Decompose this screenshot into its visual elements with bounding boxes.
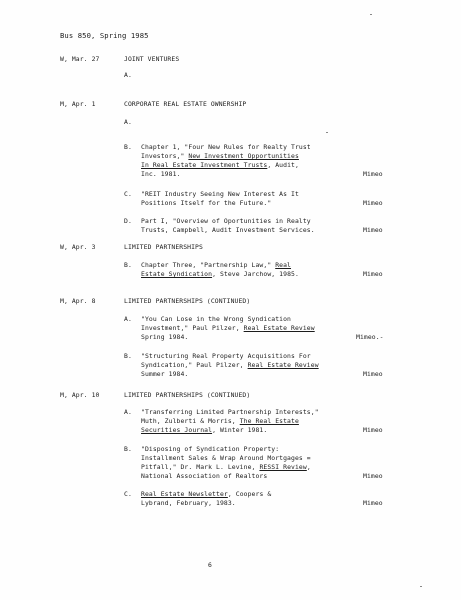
citation-line: Spring 1984. <box>141 333 189 341</box>
citation-line: "Structuring Real Property Acquisitions For <box>141 352 311 360</box>
citation-line: Muth, Zulberti & Morris, The Real Estate <box>141 417 299 425</box>
citation-line: Chapter 1, "Four New Rules for Realty Trust <box>141 143 311 151</box>
citation-line: "You Can Lose in the Wrong Syndication <box>141 315 292 323</box>
citation-line: "REIT Industry Seeing New Interest As It <box>141 190 299 198</box>
journal-title: Securities Journal <box>141 426 213 434</box>
citation-line: Investors," New Investment Opportunities <box>141 152 299 160</box>
page-number: 6 <box>208 561 212 569</box>
citation-line: Chapter Three, "Partnership Law," Real <box>141 261 292 269</box>
citation-line: "Transferring Limited Partnership Interests," <box>141 408 319 416</box>
session-date: M, Apr. 10 <box>60 391 100 399</box>
book-title: New Investment Opportunities <box>188 152 299 160</box>
item-letter: B. <box>124 352 132 360</box>
mimeo-label: Mimeo <box>363 499 383 507</box>
citation-line: In Real Estate Investment Trusts, Audit, <box>141 161 299 169</box>
session-topic: LIMITED PARTNERSHIPS (CONTINUED) <box>124 297 251 305</box>
item-letter: C. <box>124 490 132 498</box>
citation-line: Inc. 1981. <box>141 170 181 178</box>
journal-title: Real Estate Review <box>243 324 315 332</box>
citation-line: Estate Syndication, Steve Jarchow, 1985. <box>141 270 299 278</box>
journal-title: Real Estate Review <box>247 361 319 369</box>
mimeo-label: Mimeo <box>363 170 383 178</box>
book-title: Estate Syndication <box>141 270 213 278</box>
citation-line: Installment Sales & Wrap Around Mortgages = <box>141 454 311 462</box>
session-date: W, Mar. 27 <box>60 55 100 63</box>
journal-title: The Real Estate <box>239 417 299 425</box>
session-date: W, Apr. 3 <box>60 243 96 251</box>
citation-line: Pitfall," Dr. Mark L. Levine, RESSI Review, <box>141 463 311 471</box>
session-topic: CORPORATE REAL ESTATE OWNERSHIP <box>124 100 247 108</box>
scan-speck <box>420 586 422 587</box>
session-topic: LIMITED PARTNERSHIPS <box>124 243 203 251</box>
course-header: Bus 850, Spring 1985 <box>60 31 149 40</box>
mimeo-label: Mimeo <box>363 472 383 480</box>
mimeo-label: Mimeo <box>363 370 383 378</box>
mimeo-label: Mimeo.- <box>356 333 384 341</box>
item-letter: D. <box>124 217 132 225</box>
session-date: M, Apr. 1 <box>60 100 96 108</box>
mimeo-label: Mimeo <box>363 226 383 234</box>
book-title: In Real Estate Investment Trusts <box>141 161 268 169</box>
item-letter: A. <box>124 71 132 79</box>
item-letter: A. <box>124 408 132 416</box>
mimeo-label: Mimeo <box>363 426 383 434</box>
citation-line: Syndication," Paul Pilzer, Real Estate Review <box>141 361 319 369</box>
item-letter: A. <box>124 315 132 323</box>
scan-speck <box>326 132 328 133</box>
scan-speck <box>370 14 372 15</box>
citation-line: Securities Journal, Winter 1981. <box>141 426 268 434</box>
session-date: M, Apr. 8 <box>60 297 96 305</box>
book-title: Real <box>275 261 292 269</box>
item-letter: B. <box>124 143 132 151</box>
item-letter: C. <box>124 190 132 198</box>
citation-line: National Association of Realtors <box>141 472 268 480</box>
citation-line: "Disposing of Syndication Property: <box>141 445 280 453</box>
citation-line: Part I, "Overview of Oportunities in Realty <box>141 217 311 225</box>
citation-line: Real Estate Newsletter, Coopers & <box>141 490 272 498</box>
mimeo-label: Mimeo <box>363 199 383 207</box>
citation-line: Trusts, Campbell, Audit Investment Services. <box>141 226 315 234</box>
mimeo-label: Mimeo <box>363 270 383 278</box>
session-topic: JOINT VENTURES <box>124 55 180 63</box>
citation-line: Lybrand, February, 1983. <box>141 499 236 507</box>
newsletter-title: Real Estate Newsletter <box>141 490 228 498</box>
journal-title: RESSI Review <box>259 463 307 471</box>
item-letter: A. <box>124 118 132 126</box>
citation-line: Positions Itself for the Future." <box>141 199 272 207</box>
citation-line: Investment," Paul Pilzer, Real Estate Review <box>141 324 315 332</box>
session-topic: LIMITED PARTNERSHIPS (CONTINUED) <box>124 391 251 399</box>
item-letter: B. <box>124 261 132 269</box>
item-letter: B. <box>124 445 132 453</box>
citation-line: Summer 1984. <box>141 370 189 378</box>
